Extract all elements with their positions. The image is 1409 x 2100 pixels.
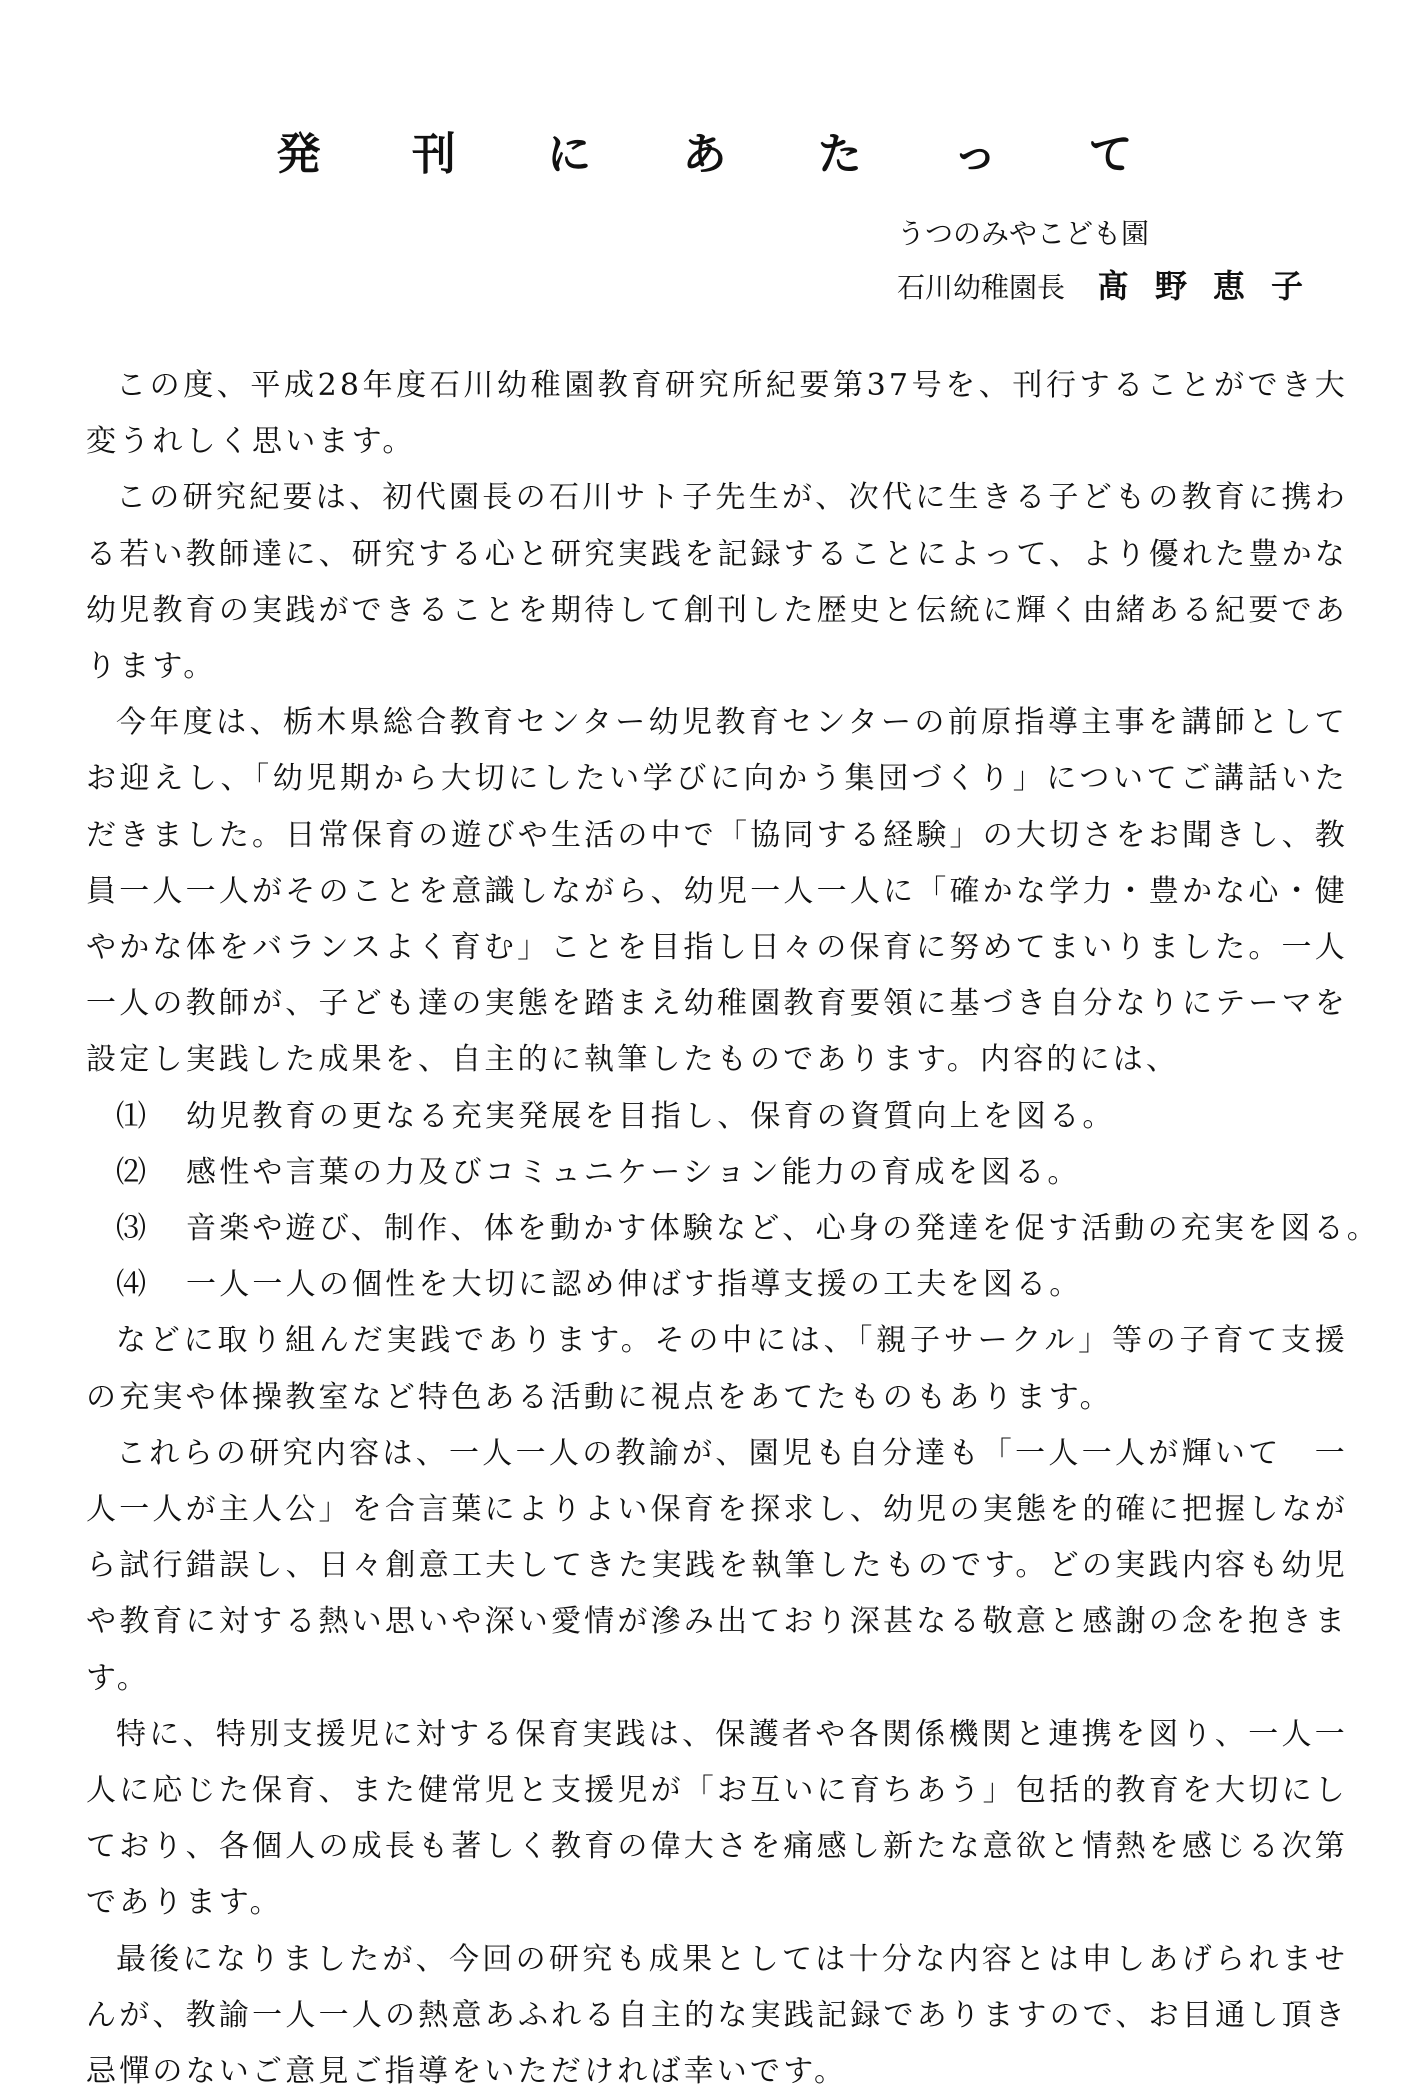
paragraph-2: この研究紀要は、初代園長の石川サト子先生が、次代に生きる子どもの教育に携わる若い教師達に、研究する心と研究実践を記録することによって、より優れた豊かな幼児教育の実践ができることを期待して創刊した歴史と伝統に輝く由緒ある紀要であります。 <box>86 480 1348 685</box>
list-item-text: 音楽や遊び、制作、体を動かす体験など、心身の発達を促す活動の充実を図る。 <box>186 1211 1380 1247</box>
author-position: 石川幼稚園長 <box>897 271 1066 304</box>
list-item-number: ⑶ <box>116 1211 150 1247</box>
list-item <box>86 1145 1348 1201</box>
author-name: 髙野恵子 <box>1097 267 1330 305</box>
paragraph-6: 特に、特別支援児に対する保育実践は、保護者や各関係機関と連携を図り、一人一人に応じた保育、また健常児と支援児が「お互いに育ちあう」包括的教育を大切にしており、各個人の成長も著しく教育の偉大さを痛感し新たな意欲と情熱を感じる次第であります。 <box>86 1716 1348 1921</box>
page-title: 発 刊 に あ た っ て <box>276 129 1171 180</box>
list-item <box>86 1089 1348 1145</box>
list-item-number: ⑷ <box>116 1267 150 1303</box>
author-line <box>897 264 1329 310</box>
list-item-text: 一人一人の個性を大切に認め伸ばす指導支援の工夫を図る。 <box>186 1267 1083 1303</box>
paragraph-3: 今年度は、栃木県総合教育センター幼児教育センターの前原指導主事を講師としてお迎えし、「幼児期から大切にしたい学びに向かう集団づくり」についてご講話いただきました。日常保育の遊びや生活の中で「協同する経験」の大切さをお聞きし、教員一人一人がそのことを意識しながら、幼児一人一人に「確かな学力・豊かな心・健やかな体をバランスよく育む」ことを目指し日々の保育に努めてまいりました。一人一人の教師が、子ども達の実態を踏まえ幼稚園教育要領に基づき自分なりにテーマを設定し実践した成果を、自主的に執筆したものであります。内容的には、 <box>86 705 1348 1078</box>
paragraph-7: 最後になりましたが、今回の研究も成果としては十分な内容とは申しあげられませんが、教諭一人一人の熱意あふれる自主的な実践記録でありますので、お目通し頂き忌憚のないご意見ご指導をいただければ幸いです。 <box>86 1941 1348 2090</box>
list-item-number: ⑵ <box>116 1154 150 1190</box>
list-item <box>86 1201 1380 1257</box>
document-body <box>86 358 1380 2100</box>
list-item-text: 幼児教育の更なる充実発展を目指し、保育の資質向上を図る。 <box>186 1098 1116 1134</box>
list-item-number: ⑴ <box>116 1098 150 1134</box>
list-item <box>86 1257 1348 1313</box>
list-item-text: 感性や言葉の力及びコミュニケーション能力の育成を図る。 <box>186 1154 1081 1190</box>
paragraph-1: この度、平成28年度石川幼稚園教育研究所紀要第37号を、刊行することができ大変うれしく思います。 <box>86 368 1348 460</box>
paragraph-4: などに取り組んだ実践であります。その中には、「親子サークル」等の子育て支援の充実や体操教室など特色ある活動に視点をあてたものもあります。 <box>86 1323 1348 1415</box>
paragraph-5: これらの研究内容は、一人一人の教諭が、園児も自分達も「一人一人が輝いて 一人一人が主人公」を合言葉によりよい保育を探求し、幼児の実態を的確に把握しながら試行錯誤し、日々創意工夫してきた実践を執筆したものです。どの実践内容も幼児や教育に対する熱い思いや深い愛情が滲み出ており深甚なる敬意と感謝の念を抱きます。 <box>86 1435 1348 1696</box>
author-affiliation: うつのみやこども園 <box>897 217 1150 250</box>
